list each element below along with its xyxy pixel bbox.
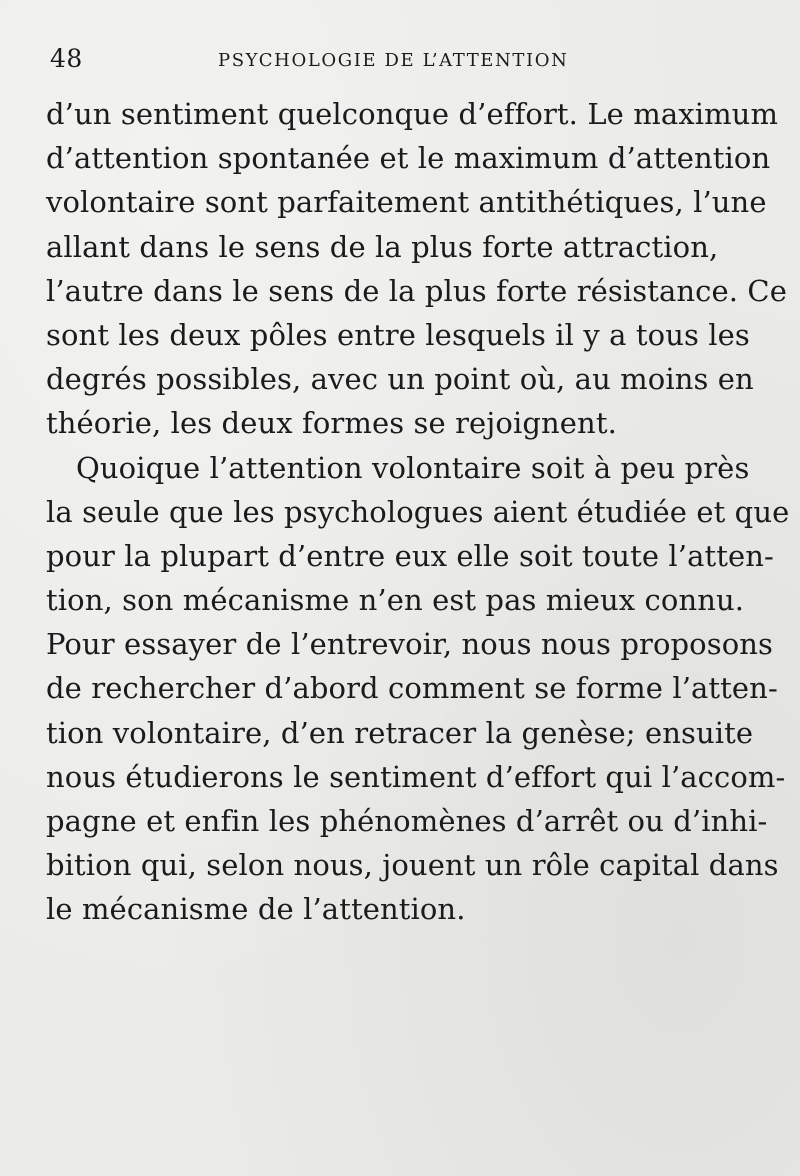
paragraph-1 <box>46 92 787 446</box>
text-line: pour la plupart d’entre eux elle soit toute l’atten- <box>46 538 774 573</box>
text-line: volontaire sont parfaitement antithétiques, l’une <box>46 185 767 220</box>
text-line: sont les deux pôles entre lesquels il y a tous les <box>46 317 750 352</box>
body-text <box>46 92 790 932</box>
text-line: Pour essayer de l’entrevoir, nous nous proposons <box>46 627 774 662</box>
text-line: Quoique l’attention volontaire soit à peu près <box>76 450 750 485</box>
running-title: PSYCHOLOGIE DE L’ATTENTION <box>218 50 569 71</box>
text-line: nous étudierons le sentiment d’effort qui l’accom- <box>46 759 786 794</box>
text-line: le mécanisme de l’attention. <box>46 892 466 927</box>
text-line: tion volontaire, d’en retracer la genèse; ensuite <box>46 715 754 750</box>
text-line: tion, son mécanisme n’en est pas mieux connu. <box>46 583 745 618</box>
page-number: 48 <box>50 44 83 73</box>
paragraph-2 <box>46 446 790 932</box>
text-line: la seule que les psychologues aient étudiée et que <box>46 494 790 529</box>
text-line: d’un sentiment quelconque d’effort. Le maximum <box>46 97 779 131</box>
text-line: de rechercher d’abord comment se forme l’atten- <box>46 671 778 706</box>
text-line: théorie, les deux formes se rejoignent. <box>46 406 617 441</box>
running-head <box>50 44 720 76</box>
text-line: bition qui, selon nous, jouent un rôle capital dans <box>46 848 779 883</box>
text-line: pagne et enfin les phénomènes d’arrêt ou d’inhi- <box>46 804 768 838</box>
text-line: degrés possibles, avec un point où, au moins en <box>46 362 754 397</box>
text-line: allant dans le sens de la plus forte attraction, <box>46 229 719 264</box>
text-line: l’autre dans le sens de la plus forte résistance. Ce <box>46 273 787 308</box>
text-line: d’attention spontanée et le maximum d’attention <box>46 141 771 176</box>
